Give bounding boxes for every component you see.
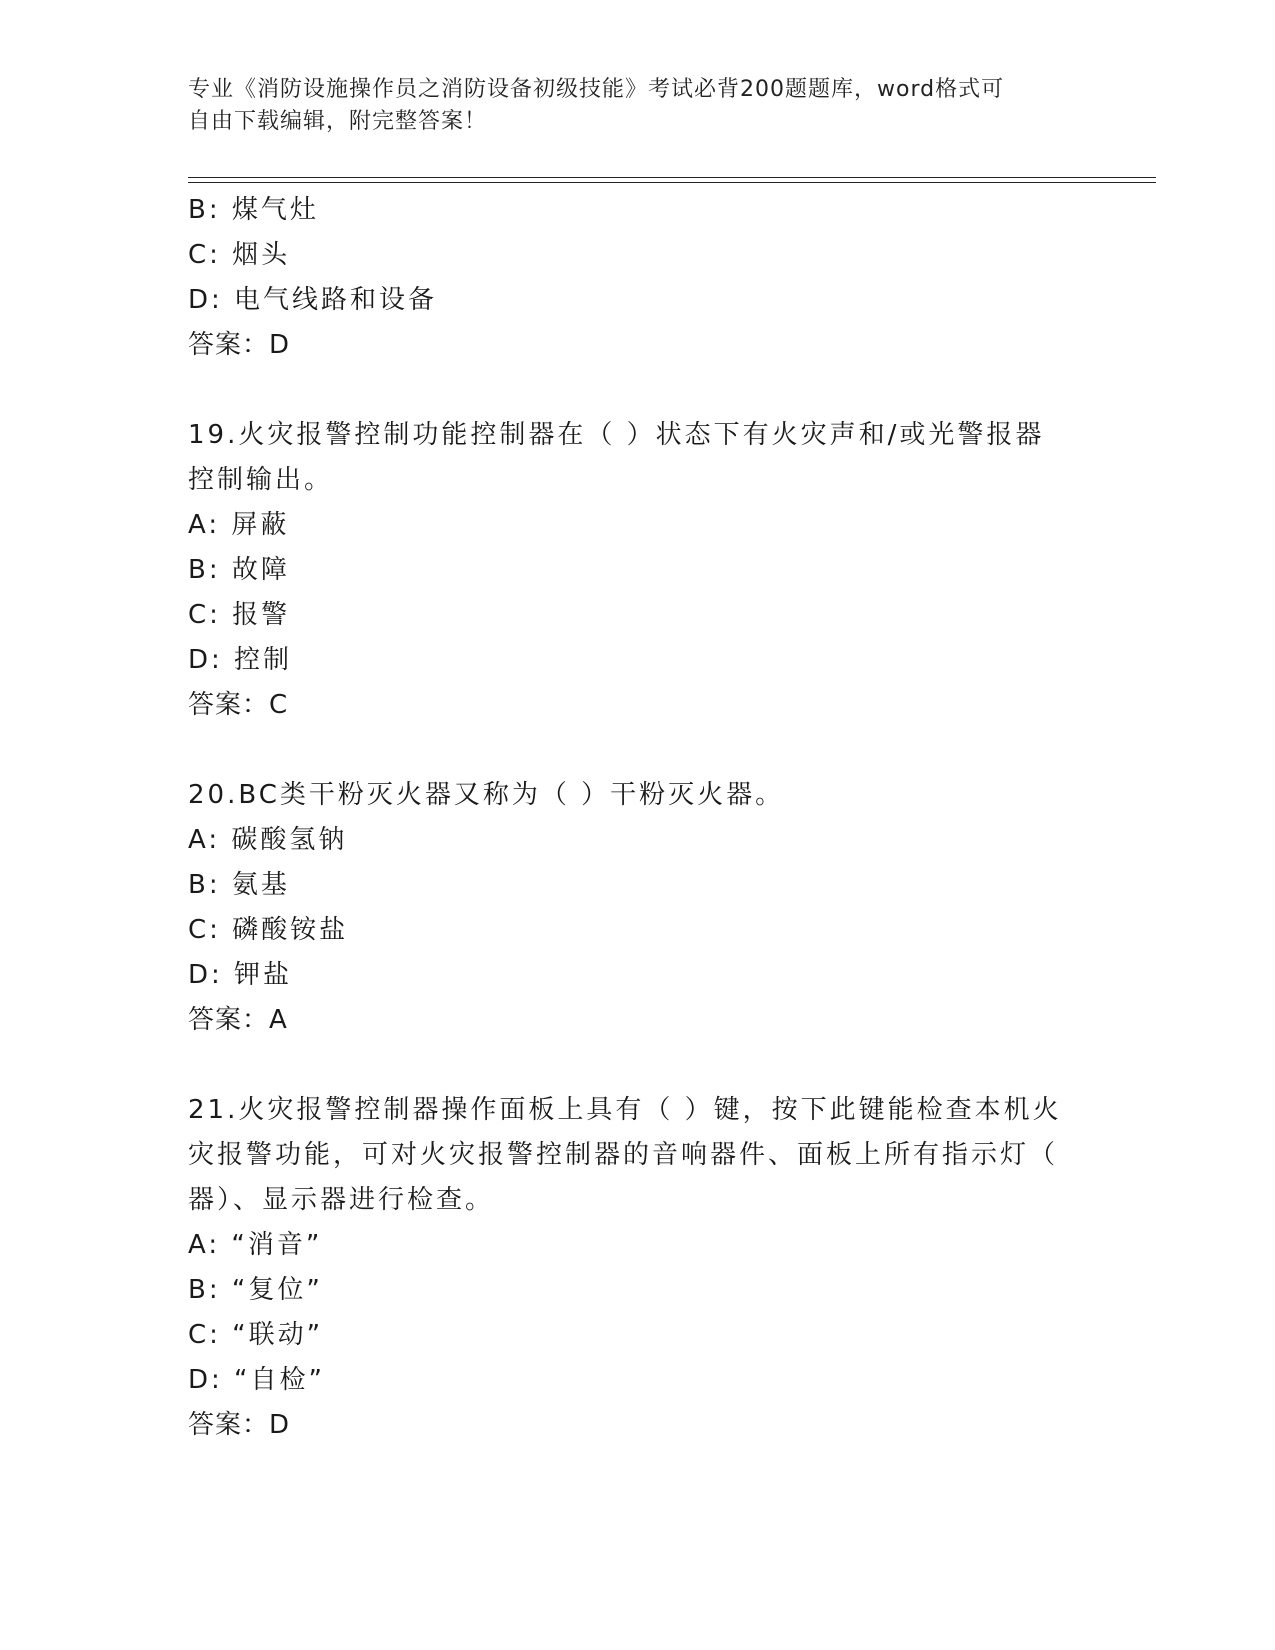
q19-option-d: D: 控制 <box>188 645 293 675</box>
q20-option-d: D: 钾盐 <box>188 960 293 990</box>
q20-option-b: B: 氨基 <box>188 870 290 900</box>
q20-option-a: A: 碳酸氢钠 <box>188 825 348 855</box>
header-divider <box>188 177 1156 183</box>
q20-answer: 答案：A <box>188 1005 288 1035</box>
document-header <box>188 74 1068 138</box>
q20-stem-line-1: 20.BC类干粉灭火器又称为（ ）干粉灭火器。 <box>188 780 785 810</box>
header-title-line-2: 自由下载编辑，附完整答案！ <box>188 109 488 134</box>
q21-stem-line-3: 器）、显示器进行检查。 <box>188 1185 495 1215</box>
q21-stem-line-2: 灾报警功能，可对火灾报警控制器的音响器件、面板上所有指示灯（ <box>188 1140 1059 1170</box>
q18-option-c: C: 烟头 <box>188 240 291 270</box>
q21-answer: 答案：D <box>188 1410 291 1440</box>
q19-stem-line-1: 19.火灾报警控制功能控制器在（ ）状态下有火灾声和/或光警报器 <box>188 420 1045 450</box>
q19-option-c: C: 报警 <box>188 600 291 630</box>
q21-option-c: C: “联动” <box>188 1320 324 1350</box>
header-title-line-1: 专业《消防设施操作员之消防设备初级技能》考试必背200题题库，word格式可 <box>188 77 1005 102</box>
q21-option-a: A: “消音” <box>188 1230 323 1260</box>
q18-option-b: B: 煤气灶 <box>188 195 319 225</box>
q19-stem-line-2: 控制输出。 <box>188 465 334 495</box>
q18-option-d: D: 电气线路和设备 <box>188 285 438 315</box>
q21-option-d: D: “自检” <box>188 1365 325 1395</box>
q19-option-a: A: 屏蔽 <box>188 510 290 540</box>
q19-answer: 答案：C <box>188 690 289 720</box>
q19-option-b: B: 故障 <box>188 555 290 585</box>
q18-answer: 答案：D <box>188 330 291 360</box>
q21-option-b: B: “复位” <box>188 1275 323 1305</box>
q20-option-c: C: 磷酸铵盐 <box>188 915 349 945</box>
q21-stem-line-1: 21.火灾报警控制器操作面板上具有（ ）键，按下此键能检查本机火 <box>188 1095 1062 1125</box>
